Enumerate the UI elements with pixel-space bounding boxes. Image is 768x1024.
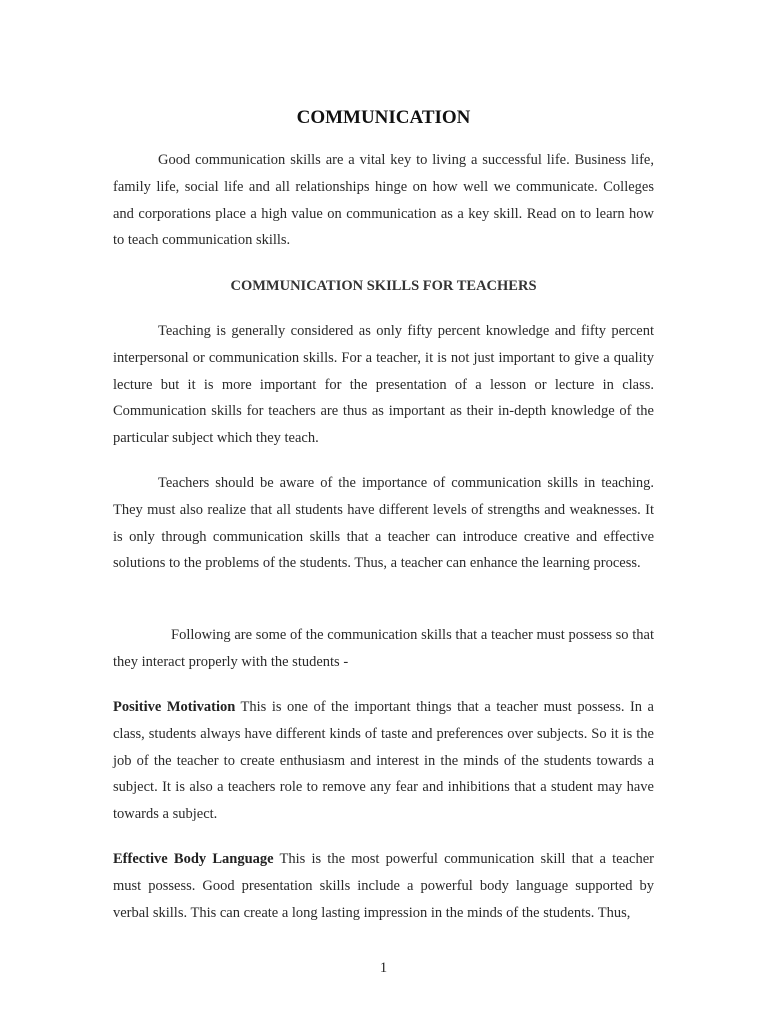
skill-name: Effective Body Language — [113, 851, 274, 867]
page-number: 1 — [379, 960, 388, 976]
skill-paragraph-positive-motivation — [113, 694, 654, 828]
body-paragraph-2: Teachers should be aware of the importance of communication skills in teaching. They must also realize that all students have different levels of strengths and weaknesses. It is only through communication skills that a teacher can introduce creative and effective solutions to the problems of the students. Thus, a teacher can enhance the learning process. — [113, 475, 654, 572]
skill-name: Positive Motivation — [113, 699, 236, 715]
intro-paragraph: Good communication skills are a vital key to living a successful life. Business life, family life, social life and all relationships hinge on how well we communicate. Colleges and corporations place a high value on communication as a key skill. Read on to learn how to teach communication skills. — [113, 152, 654, 249]
body-paragraph-3: Following are some of the communication skills that a teacher must possess so that they interact properly with the students - — [113, 627, 654, 670]
skill-description: This is the most powerful communication skill that a teacher must possess. Good presentation skills include a powerful body language supported by verbal skills. This can create a long lasting impression in the minds of the students. Thus, — [113, 851, 655, 921]
body-paragraph-1: Teaching is generally considered as only fifty percent knowledge and fifty percent interpersonal or communication skills. For a teacher, it is not just important to give a quality lecture but it is more important for the presentation of a lesson or lecture in class. Communication skills for teachers are thus as important as their in-depth knowledge of the particular subject which they teach. — [113, 323, 654, 447]
document-title: COMMUNICATION — [296, 107, 471, 128]
skill-paragraph-body-language — [113, 846, 654, 926]
skill-description: This is one of the important things that a teacher must possess. In a class, students always have different kinds of taste and preferences over subjects. So it is the job of the teacher to create enthusiasm and interest in the minds of the students towards a subject. It is also a teachers role to remove any fear and inhibitions that a student may have towards a subject. — [113, 699, 654, 823]
document-page — [113, 0, 654, 1024]
section-heading: COMMUNICATION SKILLS FOR TEACHERS — [230, 278, 537, 294]
